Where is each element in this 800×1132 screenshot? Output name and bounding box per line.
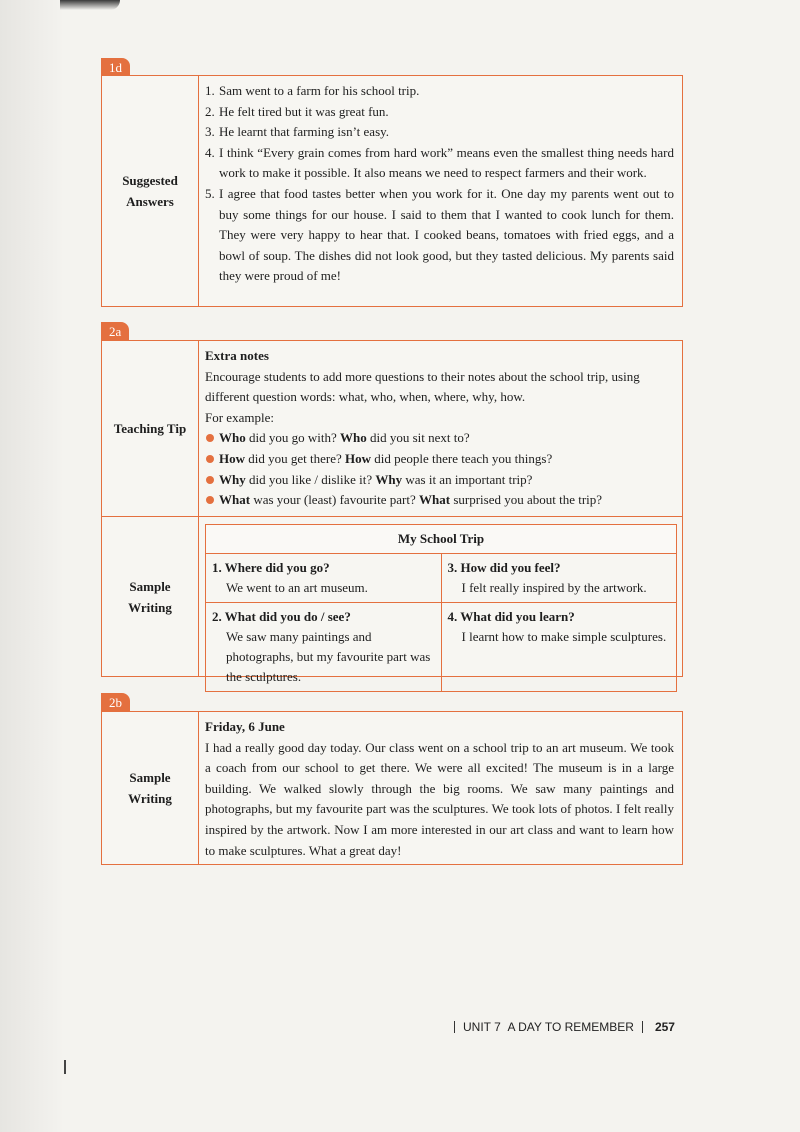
tip-title: Extra notes: [205, 348, 269, 363]
page-number: 257: [654, 1020, 675, 1034]
page-gutter: [0, 0, 64, 1132]
teaching-tip-label: Teaching Tip: [102, 341, 199, 516]
diary-box: [101, 711, 683, 865]
answer-item: 4. I think “Every grain comes from hard work” means even the smallest thing needs hard work to make it possible. It also means we need to respect farmers and their work.: [205, 144, 674, 181]
tip-bullet: What was your (least) favourite part? What surprised you about the trip?: [205, 490, 674, 511]
scan-shadow: [60, 0, 120, 10]
tip-example: For example:: [205, 409, 274, 425]
page-footer: [446, 1020, 686, 1034]
section-tag-2b: 2b: [101, 693, 130, 713]
table-title: My School Trip: [206, 525, 677, 554]
bullet-icon: [206, 434, 214, 442]
table-cell: 1. Where did you go? We went to an art museum.: [206, 554, 442, 603]
answers-box: [101, 75, 683, 307]
bullet-icon: [206, 496, 214, 504]
answers-content: [199, 76, 682, 306]
school-trip-table: [205, 524, 677, 692]
sample-writing-label: Sample Writing: [102, 517, 199, 676]
answer-item: 1. Sam went to a farm for his school trip.: [205, 83, 420, 98]
section-tag-1d: 1d: [101, 58, 130, 78]
tip-bullet: Who did you go with? Who did you sit next to?: [205, 428, 674, 449]
diary-content: [199, 712, 682, 864]
unit-label: UNIT 7: [463, 1020, 501, 1034]
margin-mark: [64, 1060, 66, 1074]
answer-item: 3. He learnt that farming isn’t easy.: [205, 124, 390, 140]
table-cell: 2. What did you do / see? We saw many paintings and photographs, but my favourite part was the sculptures.: [206, 603, 442, 692]
bullet-icon: [206, 455, 214, 463]
diary-body: I had a really good day today. Our class went on a school trip to an art museum. We took a coach from our school to get there. We were all excited! The museum is in a large building. We walked slowly through the big rooms. We saw many paintings and photographs, but my favourite part was the sculptures. We took lots of photos. I felt really inspired by the artwork. Now I am more interested in our art class and want to learn how to make sculptures. What a great day!: [205, 739, 674, 858]
sample-writing-content: [199, 517, 682, 684]
suggested-answers-label: Suggested Answers: [102, 76, 199, 306]
unit-title: A DAY TO REMEMBER: [507, 1020, 634, 1034]
teaching-tip-content: [199, 341, 682, 516]
tip-bullet: How did you get there? How did people there teach you things?: [205, 449, 674, 470]
tip-bullet: Why did you like / dislike it? Why was it an important trip?: [205, 470, 674, 491]
answer-item: 5. I agree that food tastes better when you work for it. One day my parents went out to buy some things for our house. I said to them that I wanted to cook lunch for them. They were very happy to hear that. I cooked beans, tomatoes with fried eggs, and a bowl of soup. The dishes did not look good, but they tasted delicious. My parents said they were proud of me!: [205, 185, 674, 284]
divider: [642, 1021, 643, 1033]
answer-item: 2. He felt tired but it was great fun.: [205, 103, 389, 119]
teaching-box: [101, 340, 683, 684]
sample-writing-label: Sample Writing: [102, 712, 199, 864]
tip-intro: Encourage students to add more questions to their notes about the school trip, using different question words: what, who, when, where, why, how.: [205, 368, 640, 405]
bullet-icon: [206, 476, 214, 484]
section-tag-2a: 2a: [101, 322, 129, 342]
table-cell: 3. How did you feel? I felt really inspired by the artwork.: [441, 554, 677, 603]
divider: [454, 1021, 455, 1033]
diary-date: Friday, 6 June: [205, 719, 285, 734]
table-cell: 4. What did you learn? I learnt how to make simple sculptures.: [441, 603, 677, 692]
